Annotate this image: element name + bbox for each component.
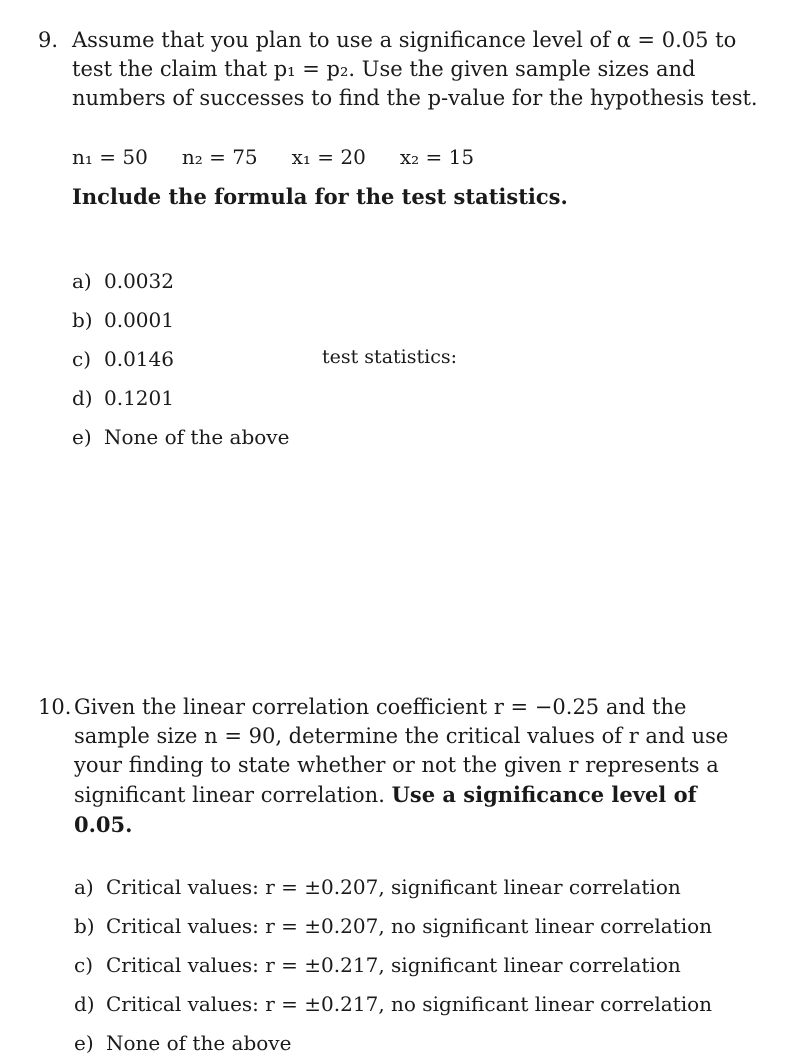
given-values (72, 143, 758, 172)
given-x2: x₂ = 15 (399, 145, 475, 169)
choice-text: None of the above (106, 1031, 292, 1055)
choice-letter: e) (72, 425, 92, 449)
choice-a[interactable] (72, 262, 758, 301)
choice-d[interactable] (72, 379, 758, 418)
question-body (72, 26, 758, 457)
choice-e[interactable] (72, 418, 758, 457)
answer-choices (74, 868, 758, 1063)
question-number: 9. (38, 28, 59, 52)
choice-c[interactable] (74, 946, 758, 985)
choice-text: Critical values: r = ±0.207, significant linear correlation (106, 875, 681, 899)
choice-text: 0.0001 (104, 308, 174, 332)
choice-text: Critical values: r = ±0.217, no significant linear correlation (106, 992, 713, 1016)
choice-letter: c) (74, 953, 94, 977)
test-statistics-label: test statistics: (322, 346, 457, 368)
question-10 (38, 693, 758, 1063)
choice-text: None of the above (104, 425, 290, 449)
choice-letter: a) (74, 875, 94, 899)
choice-text: 0.1201 (104, 386, 174, 410)
question-text-wrap (74, 693, 758, 840)
question-9 (38, 26, 758, 457)
given-n1: n₁ = 50 (72, 145, 148, 169)
given-n2: n₂ = 75 (181, 145, 258, 169)
choice-letter: c) (72, 347, 92, 371)
choice-letter: b) (72, 308, 93, 332)
choice-text: Critical values: r = ±0.217, significant linear correlation (106, 953, 681, 977)
question-text: Assume that you plan to use a significance level of α = 0.05 to test the claim that p₁ = p₂. Use the given sample sizes and numbers of successes to find the p-value for the hypothesis test. (72, 28, 758, 110)
choice-text: Critical values: r = ±0.207, no significant linear correlation (106, 914, 713, 938)
question-body (74, 693, 758, 1063)
choice-b[interactable] (74, 907, 758, 946)
choice-text: 0.0146 (104, 347, 174, 371)
choice-b[interactable] (72, 301, 758, 340)
question-number: 10. (38, 695, 72, 719)
choice-letter: e) (74, 1031, 94, 1055)
formula-instruction: Include the formula for the test statistics. (72, 184, 568, 209)
choice-letter: b) (74, 914, 95, 938)
given-x1: x₁ = 20 (291, 145, 366, 169)
choice-letter: d) (72, 386, 93, 410)
choice-letter: d) (74, 992, 95, 1016)
choice-text: 0.0032 (104, 269, 174, 293)
significance-instruction: Use a significance level of 0.05. (74, 782, 697, 837)
choice-e[interactable] (74, 1024, 758, 1063)
choice-d[interactable] (74, 985, 758, 1024)
choice-a[interactable] (74, 868, 758, 907)
question-text: Given the linear correlation coefficient r = −0.25 and the sample size n = 90, determine the critical values of r and use your finding to state whether or not the given r represents a significant linear correlation. (74, 695, 729, 807)
choice-letter: a) (72, 269, 92, 293)
